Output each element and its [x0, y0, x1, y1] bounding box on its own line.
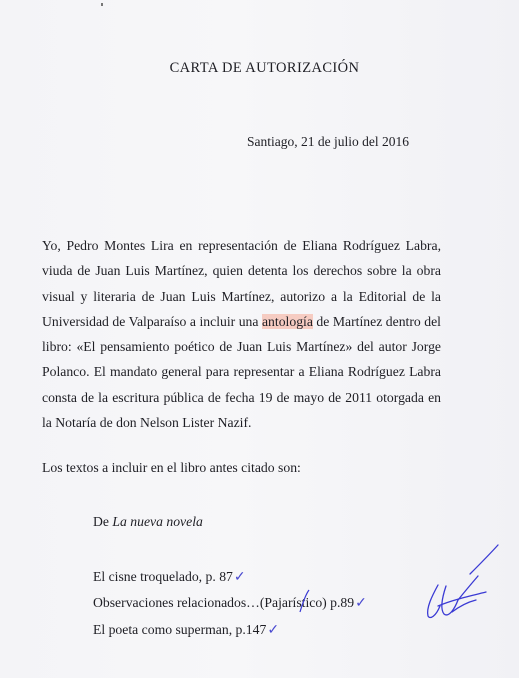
book-prefix: De	[93, 514, 109, 529]
body-paragraph	[42, 233, 441, 435]
letter-title: CARTA DE AUTORIZACIÓN	[169, 60, 360, 76]
letter-body	[42, 233, 441, 435]
body-text-part-2: de Martínez dentro del libro: «El pensamiento poético de Juan Luis Martínez» del autor Jorge Polanco. El mandato general para representar a Eliana Rodríguez Labra consta de la escritura pública de fecha 19 de mayo de 2011 otorgada en la Notaría de don Nelson Lister Nazif.	[42, 313, 441, 431]
body-text-part-1: Yo, Pedro Montes Lira en representación de Eliana Rodríguez Labra, viuda de Juan Luis Martínez, quien detenta los derechos sobre la obra visual y literaria de Juan Luis Martínez, autorizo a la Editorial de la Universidad de Valparaíso a incluir una	[42, 238, 441, 329]
list-item-text: El poeta como superman, p.147	[93, 621, 267, 637]
texts-intro: Los textos a incluir en el libro antes citado son:	[42, 460, 301, 475]
letter-date: Santiago, 21 de julio del 2016	[247, 134, 409, 149]
list-item-text: Observaciones relacionados…(Pajarístico) p.89	[93, 595, 355, 611]
texts-list	[93, 564, 367, 643]
check-mark-icon: ✓	[355, 596, 367, 612]
handwritten-signature	[428, 545, 498, 618]
list-item	[93, 590, 367, 616]
list-item	[93, 617, 367, 643]
highlighted-word: antología	[261, 313, 313, 329]
check-mark-icon: ✓	[233, 570, 246, 585]
book-reference	[93, 514, 203, 530]
check-mark-icon: ✓	[267, 622, 280, 638]
list-item	[93, 564, 367, 590]
list-item-text: El cisne troquelado, p. 87	[93, 569, 233, 584]
scan-speck	[101, 3, 103, 6]
book-title: La nueva novela	[112, 514, 203, 529]
